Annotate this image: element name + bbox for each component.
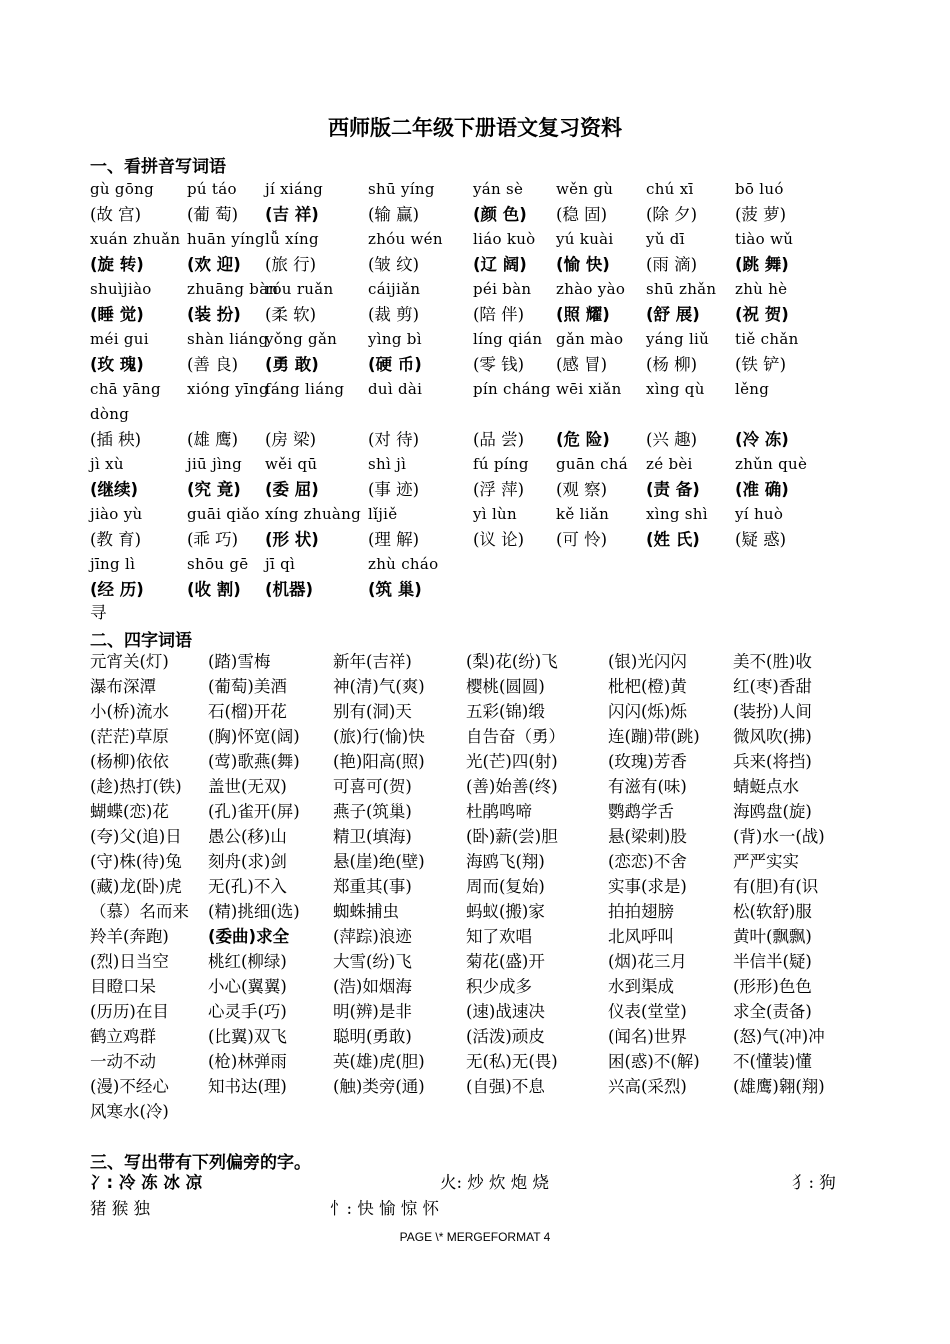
- idiom-item: 困(惑)不(解): [608, 1052, 700, 1071]
- word-item: (兴 趣): [646, 430, 698, 449]
- idiom-row: [90, 799, 860, 824]
- idiom-row: [90, 874, 860, 899]
- radical-line-1: [90, 1170, 860, 1195]
- word-item: (收 割): [187, 580, 241, 599]
- idiom-item: 樱桃(圆圆): [466, 677, 545, 696]
- idiom-item: (委曲)求全: [208, 927, 290, 946]
- word-item: (雨 滴): [646, 255, 698, 274]
- idiom-item: (枪)林弹雨: [208, 1052, 287, 1071]
- idiom-item: 水到渠成: [608, 977, 674, 996]
- idiom-item: 无(孔)不入: [208, 877, 287, 896]
- pinyin-item: yáng liǔ: [646, 330, 710, 348]
- idiom-item: 石(榴)开花: [208, 702, 287, 721]
- word-item: (葡 萄): [187, 205, 239, 224]
- idiom-item: (速)战速决: [466, 1002, 545, 1021]
- idiom-item: 北风呼叫: [608, 927, 674, 946]
- idiom-item: (旅)行(愉)快: [333, 727, 425, 746]
- word-item: (继续): [90, 480, 139, 499]
- idiom-item: 知了欢唱: [466, 927, 532, 946]
- word-item: (故 宫): [90, 205, 142, 224]
- word-item: (形 状): [265, 530, 319, 549]
- idiom-item: 五彩(锦)缎: [466, 702, 545, 721]
- radical-line-2: [90, 1196, 860, 1221]
- word-item: (对 待): [368, 430, 420, 449]
- idiom-row: [90, 774, 860, 799]
- word-item: (硬 币): [368, 355, 422, 374]
- idiom-row: [90, 949, 860, 974]
- pinyin-item: zhuāng bàn: [187, 280, 279, 298]
- idiom-item: 仪表(堂堂): [608, 1002, 687, 1021]
- pinyin-item: jì xù: [90, 455, 124, 473]
- word-item: (玫 瑰): [90, 355, 144, 374]
- word-item: (议 论): [473, 530, 525, 549]
- radical-fire: 火: 炒 炊 炮 烧: [440, 1173, 550, 1192]
- pinyin-item: xìng qù: [646, 380, 705, 398]
- idiom-item: 小心(翼翼): [208, 977, 287, 996]
- idiom-item: 盖世(无双): [208, 777, 287, 796]
- word-row: [90, 252, 860, 277]
- idiom-item: 刻舟(求)剑: [208, 852, 287, 871]
- idiom-item: (闻名)世界: [608, 1027, 687, 1046]
- idiom-item: (活泼)顽皮: [466, 1027, 545, 1046]
- idiom-row: [90, 649, 860, 674]
- idiom-item: 蚂蚁(搬)家: [466, 902, 545, 921]
- idiom-item: 美不(胜)收: [733, 652, 812, 671]
- pinyin-item: shū zhǎn: [646, 280, 717, 298]
- word-item: (舒 展): [646, 305, 700, 324]
- pinyin-item: guāi qiǎo: [187, 505, 260, 523]
- pinyin-item: péi bàn: [473, 280, 532, 298]
- word-item: (愉 快): [556, 255, 610, 274]
- idiom-item: 有(胆)有(识: [733, 877, 819, 896]
- idiom-item: 严严实实: [733, 852, 799, 871]
- word-item: (铁 铲): [735, 355, 787, 374]
- idiom-item: 愚公(移)山: [208, 827, 287, 846]
- word-item: (理 解): [368, 530, 420, 549]
- pinyin-row: [90, 277, 860, 302]
- pinyin-item: shōu gē: [187, 555, 249, 573]
- page-title: 西师版二年级下册语文复习资料: [328, 116, 622, 140]
- word-row: [90, 577, 860, 602]
- word-item: (杨 柳): [646, 355, 698, 374]
- idiom-row: [90, 824, 860, 849]
- word-item: (颜 色): [473, 205, 527, 224]
- word-item: (稳 固): [556, 205, 608, 224]
- idiom-item: (形形)色色: [733, 977, 812, 996]
- idiom-item: 连(蹦)带(跳): [608, 727, 700, 746]
- pinyin-item: yí huò: [735, 505, 784, 523]
- idiom-item: 光(芒)四(射): [466, 752, 558, 771]
- word-item: (照 耀): [556, 305, 610, 324]
- idiom-item: 不(懂装)懂: [733, 1052, 812, 1071]
- idiom-item: (卧)薪(尝)胆: [466, 827, 558, 846]
- word-item: (睡 觉): [90, 305, 144, 324]
- idiom-item: 兴高(采烈): [608, 1077, 687, 1096]
- idiom-item: 闪闪(烁)烁: [608, 702, 687, 721]
- word-row: [90, 600, 860, 625]
- idiom-item: （慕）名而来: [90, 902, 189, 921]
- idiom-item: 无(私)无(畏): [466, 1052, 558, 1071]
- idiom-row: [90, 899, 860, 924]
- word-item: (疑 惑): [735, 530, 787, 549]
- pinyin-item: cáijiǎn: [368, 280, 421, 298]
- pinyin-item: jī qì: [265, 555, 296, 573]
- word-item: (零 钱): [473, 355, 525, 374]
- word-row: [90, 477, 860, 502]
- pinyin-row: [90, 552, 860, 577]
- word-item: (吉 祥): [265, 205, 319, 224]
- pinyin-row: [90, 227, 860, 252]
- idiom-item: 神(清)气(爽): [333, 677, 425, 696]
- idiom-item: 新年(吉祥): [333, 652, 412, 671]
- idiom-item: 精卫(填海): [333, 827, 412, 846]
- word-item: (插 秧): [90, 430, 142, 449]
- pinyin-item: huān yíng: [187, 230, 265, 248]
- pinyin-item: zé bèi: [646, 455, 693, 473]
- pinyin-row: [90, 327, 860, 352]
- pinyin-row: [90, 502, 860, 527]
- idiom-item: 求全(责备): [733, 1002, 812, 1021]
- pinyin-item: zhǔn què: [735, 455, 808, 473]
- idiom-item: 鹦鹉学舌: [608, 802, 674, 821]
- pinyin-item: yǔ dī: [646, 230, 685, 248]
- pinyin-item: róu ruǎn: [265, 280, 334, 298]
- page-footer: PAGE \* MERGEFORMAT 4: [399, 1230, 551, 1244]
- pinyin-item: liáo kuò: [473, 230, 536, 248]
- pinyin-item: chú xī: [646, 180, 694, 198]
- idiom-item: 悬(梁刺)股: [608, 827, 687, 846]
- pinyin-item: gǎn mào: [556, 330, 624, 348]
- idiom-item: 郑重其(事): [333, 877, 412, 896]
- idiom-item: 半信半(疑): [733, 952, 812, 971]
- idiom-item: (恋恋)不舍: [608, 852, 687, 871]
- pinyin-item: yán sè: [473, 180, 524, 198]
- section1-heading: 一、看拼音写词语: [90, 157, 226, 177]
- idiom-item: (玫瑰)芳香: [608, 752, 687, 771]
- pinyin-item: jiū jìng: [187, 455, 242, 473]
- idiom-item: 黄叶(飘飘): [733, 927, 812, 946]
- idiom-item: 积少成多: [466, 977, 532, 996]
- idiom-item: 菊花(盛)开: [466, 952, 545, 971]
- idiom-item: 蜻蜓点水: [733, 777, 799, 796]
- word-item: (教 育): [90, 530, 142, 549]
- word-item: (辽 阔): [473, 255, 527, 274]
- section3-heading: 三、写出带有下列偏旁的字。: [90, 1153, 311, 1173]
- pinyin-item: lǐjiě: [368, 505, 398, 523]
- pinyin-item: líng qián: [473, 330, 543, 348]
- pinyin-item: pú táo: [187, 180, 237, 198]
- radical-ice: 冫: 冷 冻 冰 凉: [90, 1173, 203, 1192]
- idiom-item: (装扮)人间: [733, 702, 812, 721]
- pinyin-item: wěn gù: [556, 180, 614, 198]
- pinyin-item: fáng liáng: [265, 380, 345, 398]
- word-item: (准 确): [735, 480, 789, 499]
- pinyin-item: tiě chǎn: [735, 330, 799, 348]
- word-item: (乖 巧): [187, 530, 239, 549]
- idiom-row: [90, 974, 860, 999]
- idiom-item: (漫)不经心: [90, 1077, 169, 1096]
- pinyin-item: duì dài: [368, 380, 423, 398]
- word-row: [90, 427, 860, 452]
- word-item: (旋 转): [90, 255, 144, 274]
- pinyin-item: pín cháng: [473, 380, 551, 398]
- idiom-row: [90, 924, 860, 949]
- idiom-item: 鹤立鸡群: [90, 1027, 156, 1046]
- pinyin-item: guān chá: [556, 455, 629, 473]
- word-item: (装 扮): [187, 305, 241, 324]
- word-item: (欢 迎): [187, 255, 241, 274]
- idiom-row: [90, 674, 860, 699]
- word-item: (输 赢): [368, 205, 420, 224]
- pinyin-item: xìng shì: [646, 505, 708, 523]
- idiom-item: 大雪(纷)飞: [333, 952, 412, 971]
- idiom-row: [90, 1049, 860, 1074]
- idiom-item: 蜘蛛捕虫: [333, 902, 399, 921]
- word-item: (旅 行): [265, 255, 317, 274]
- idiom-item: (孔)雀开(屏): [208, 802, 300, 821]
- pinyin-item: wēi xiǎn: [556, 380, 622, 398]
- pinyin-item: xuán zhuǎn: [90, 230, 181, 248]
- idiom-row: [90, 749, 860, 774]
- idiom-item: (历历)在目: [90, 1002, 169, 1021]
- idiom-item: (雄鹰)翱(翔): [733, 1077, 825, 1096]
- pinyin-item: xióng yīng: [187, 380, 269, 398]
- idiom-item: 海鸥飞(翔): [466, 852, 545, 871]
- idiom-item: 明(辨)是非: [333, 1002, 412, 1021]
- pinyin-item: lěng: [735, 380, 770, 398]
- idiom-item: (精)挑细(选): [208, 902, 300, 921]
- word-item: (陪 伴): [473, 305, 525, 324]
- pinyin-item: yú kuài: [556, 230, 614, 248]
- idiom-item: 小(桥)流水: [90, 702, 169, 721]
- pinyin-item: méi gui: [90, 330, 149, 348]
- word-item: (房 梁): [265, 430, 317, 449]
- idiom-item: (夸)父(追)日: [90, 827, 182, 846]
- pinyin-item: jīng lì: [90, 555, 136, 573]
- word-item: (品 尝): [473, 430, 525, 449]
- word-item: (祝 贺): [735, 305, 789, 324]
- idiom-item: (银)光闪闪: [608, 652, 687, 671]
- idiom-item: (葡萄)美酒: [208, 677, 287, 696]
- word-item: (浮 萍): [473, 480, 525, 499]
- word-row: [90, 302, 860, 327]
- radical-heart: 忄: 快 愉 惊 怀: [330, 1199, 440, 1218]
- idiom-item: 枇杷(橙)黄: [608, 677, 687, 696]
- idiom-item: 杜鹃鸣啼: [466, 802, 532, 821]
- pinyin-item: zhào yào: [556, 280, 626, 298]
- idiom-item: 可喜可(贺): [333, 777, 412, 796]
- word-item: (跳 舞): [735, 255, 789, 274]
- idiom-item: 周而(复始): [466, 877, 545, 896]
- word-item: (事 迹): [368, 480, 420, 499]
- word-row: [90, 202, 860, 227]
- idiom-item: (趁)热打(铁): [90, 777, 182, 796]
- idiom-item: 燕子(筑巢): [333, 802, 412, 821]
- pinyin-item: jiào yù: [90, 505, 143, 523]
- idiom-item: 元宵关(灯): [90, 652, 169, 671]
- idiom-item: 心灵手(巧): [208, 1002, 287, 1021]
- idiom-item: 有滋有(味): [608, 777, 687, 796]
- idiom-item: 一动不动: [90, 1052, 156, 1071]
- idiom-row: [90, 699, 860, 724]
- pinyin-item: zhù cháo: [368, 555, 439, 573]
- pinyin-item: chā yāng: [90, 380, 161, 398]
- word-item: (菠 萝): [735, 205, 787, 224]
- word-row: [90, 527, 860, 552]
- word-item: (勇 敢): [265, 355, 319, 374]
- idiom-item: 兵来(将挡): [733, 752, 812, 771]
- idiom-item: (杨柳)依依: [90, 752, 169, 771]
- idiom-item: (烈)日当空: [90, 952, 169, 971]
- pinyin-item: jí xiáng: [265, 180, 324, 198]
- word-item: (柔 软): [265, 305, 317, 324]
- word-item: (皱 纹): [368, 255, 420, 274]
- word-item: (裁 剪): [368, 305, 420, 324]
- pinyin-item: shuìjiào: [90, 280, 152, 298]
- radical-dog-chars: 猪 猴 独: [90, 1199, 150, 1218]
- idiom-item: (善)始善(终): [466, 777, 558, 796]
- word-item: (冷 冻): [735, 430, 789, 449]
- idiom-item: 知书达(理): [208, 1077, 287, 1096]
- idiom-item: 红(枣)香甜: [733, 677, 812, 696]
- idiom-item: (莺)歌燕(舞): [208, 752, 300, 771]
- word-item: (委 屈): [265, 480, 319, 499]
- section2-heading: 二、四字词语: [90, 631, 192, 651]
- pinyin-item: kě liǎn: [556, 505, 610, 523]
- word-row: [90, 352, 860, 377]
- pinyin-row: [90, 402, 860, 427]
- idiom-row: [90, 999, 860, 1024]
- idiom-item: (烟)花三月: [608, 952, 687, 971]
- pinyin-item: dòng: [90, 405, 130, 423]
- idiom-item: 风寒水(冷): [90, 1102, 169, 1121]
- word-item: (机器): [265, 580, 314, 599]
- idiom-item: 聪明(勇敢): [333, 1027, 412, 1046]
- idiom-item: (浩)如烟海: [333, 977, 412, 996]
- idiom-item: 英(雄)虎(胆): [333, 1052, 425, 1071]
- idiom-item: (梨)花(纷)飞: [466, 652, 558, 671]
- idiom-item: 桃红(柳绿): [208, 952, 287, 971]
- word-item: (危 险): [556, 430, 610, 449]
- idiom-item: (自强)不息: [466, 1077, 545, 1096]
- pinyin-row: [90, 177, 860, 202]
- idiom-item: 实事(求是): [608, 877, 687, 896]
- pinyin-item: wěi qū: [265, 455, 318, 473]
- pinyin-row: [90, 377, 860, 402]
- pinyin-item: fú píng: [473, 455, 529, 473]
- idiom-row: [90, 1099, 860, 1124]
- idiom-item: (胸)怀宽(阔): [208, 727, 300, 746]
- idiom-row: [90, 724, 860, 749]
- idiom-item: (艳)阳高(照): [333, 752, 425, 771]
- word-item: (责 备): [646, 480, 700, 499]
- idiom-item: 自告奋（勇）: [466, 727, 565, 746]
- idiom-item: (踏)雪梅: [208, 652, 271, 671]
- idiom-item: (触)类旁(通): [333, 1077, 425, 1096]
- idiom-item: 蝴蝶(恋)花: [90, 802, 169, 821]
- idiom-row: [90, 1074, 860, 1099]
- idiom-item: 羚羊(奔跑): [90, 927, 169, 946]
- pinyin-item: yì lùn: [473, 505, 517, 523]
- word-item: (可 怜): [556, 530, 608, 549]
- pinyin-item: xíng zhuàng: [265, 505, 362, 523]
- word-item: (筑 巢): [368, 580, 422, 599]
- idiom-item: (藏)龙(卧)虎: [90, 877, 182, 896]
- idiom-item: (茫茫)草原: [90, 727, 169, 746]
- word-item: 寻: [90, 603, 107, 622]
- idiom-row: [90, 1024, 860, 1049]
- idiom-item: (萍踪)浪迹: [333, 927, 412, 946]
- pinyin-item: yǒng gǎn: [265, 330, 338, 348]
- pinyin-item: shì jì: [368, 455, 407, 473]
- word-item: (除 夕): [646, 205, 698, 224]
- idiom-item: 拍拍翅膀: [608, 902, 674, 921]
- pinyin-item: tiào wǔ: [735, 230, 794, 248]
- pinyin-item: lǚ xíng: [265, 230, 319, 248]
- word-item: (经 历): [90, 580, 144, 599]
- pinyin-item: bō luó: [735, 180, 784, 198]
- idiom-item: (比翼)双飞: [208, 1027, 287, 1046]
- word-item: (雄 鹰): [187, 430, 239, 449]
- idiom-item: 悬(崖)绝(壁): [333, 852, 425, 871]
- idiom-item: 目瞪口呆: [90, 977, 156, 996]
- idiom-row: [90, 849, 860, 874]
- idiom-item: 瀑布深潭: [90, 677, 156, 696]
- idiom-item: 别有(洞)天: [333, 702, 412, 721]
- pinyin-item: shū yíng: [368, 180, 435, 198]
- idiom-item: 海鸥盘(旋): [733, 802, 812, 821]
- radical-dog: 犭: 狗: [792, 1173, 836, 1192]
- pinyin-item: zhù hè: [735, 280, 788, 298]
- pinyin-item: zhóu wén: [368, 230, 443, 248]
- word-item: (究 竟): [187, 480, 241, 499]
- idiom-item: (守)株(待)兔: [90, 852, 182, 871]
- pinyin-item: shàn liáng: [187, 330, 269, 348]
- word-item: (善 良): [187, 355, 239, 374]
- pinyin-item: gù gōng: [90, 180, 155, 198]
- word-item: (感 冒): [556, 355, 608, 374]
- idiom-item: 松(软舒)服: [733, 902, 812, 921]
- idiom-item: 微风吹(拂): [733, 727, 812, 746]
- word-item: (观 察): [556, 480, 608, 499]
- word-item: (姓 氏): [646, 530, 700, 549]
- idiom-item: (背)水一(战): [733, 827, 825, 846]
- pinyin-item: yìng bì: [368, 330, 422, 348]
- idiom-item: (怒)气(冲)冲: [733, 1027, 825, 1046]
- pinyin-row: [90, 452, 860, 477]
